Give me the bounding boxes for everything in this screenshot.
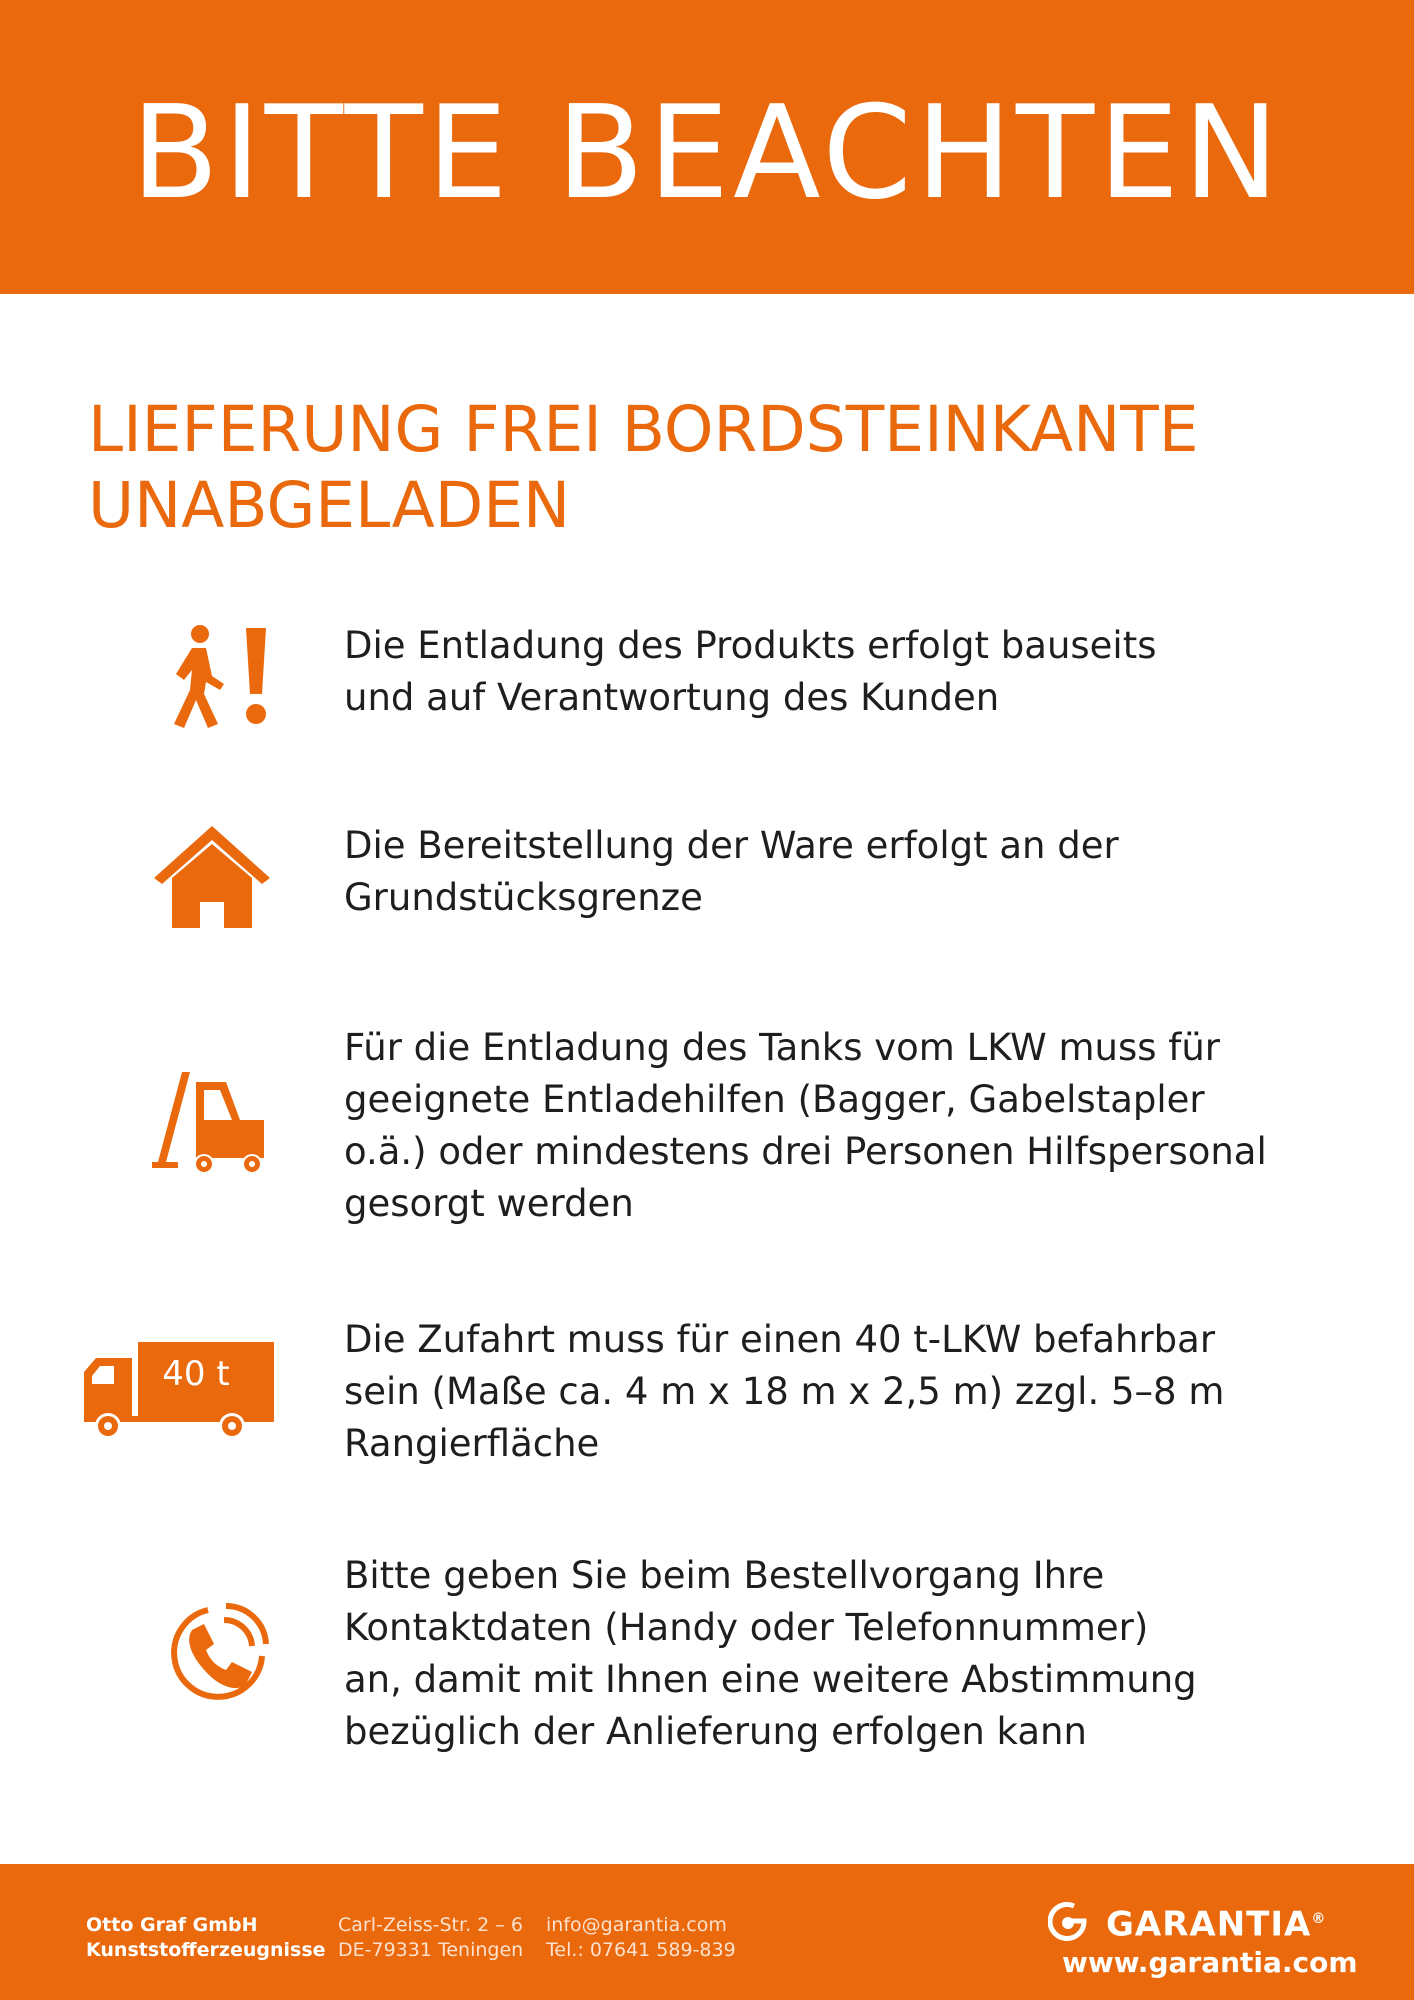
truck-load-label: 40 t [162, 1354, 230, 1394]
company-tagline: Kunststofferzeugnisse [86, 1939, 326, 1961]
note-line: geeignete Entladehilfen (Bagger, Gabelstapler [344, 1078, 1205, 1121]
footer-address [338, 1913, 523, 1963]
note-unloading-aids-text [344, 1022, 1364, 1230]
company-name: Otto Graf GmbH [86, 1914, 258, 1936]
note-line: Die Bereitstellung der Ware erfolgt an der [344, 824, 1119, 867]
delivery-heading-line-1: LIEFERUNG FREI BORDSTEINKANTE [88, 393, 1199, 466]
note-contact-details-text [344, 1550, 1364, 1758]
garantia-logo-icon [1048, 1901, 1088, 1941]
note-unloading-text [344, 620, 1364, 724]
note-line: Die Entladung des Produkts erfolgt bauseits [344, 624, 1157, 667]
note-line: Grundstücksgrenze [344, 876, 703, 919]
note-line: Die Zufahrt muss für einen 40 t-LKW befahrbar [344, 1318, 1216, 1361]
pedestrian-warning-icon [166, 624, 272, 728]
note-line: sein (Maße ca. 4 m x 18 m x 2,5 m) zzgl. 5–8 m [344, 1370, 1225, 1413]
note-line: o.ä.) oder mindestens drei Personen Hilfspersonal [344, 1130, 1267, 1173]
brand-name [1106, 1899, 1326, 1944]
note-line: Kontaktdaten (Handy oder Telefonnummer) [344, 1606, 1149, 1649]
header-banner [0, 0, 1414, 294]
note-line: Rangierfläche [344, 1422, 600, 1465]
footer-bar [0, 1864, 1414, 2000]
footer-contact [546, 1913, 736, 1963]
note-line: bezüglich der Anlieferung erfolgen kann [344, 1710, 1087, 1753]
note-line: an, damit mit Ihnen eine weitere Abstimmung [344, 1658, 1197, 1701]
footer-company [86, 1913, 326, 1963]
website-link[interactable]: www.garantia.com [1062, 1946, 1358, 1979]
delivery-heading-line-2: UNABGELADEN [88, 469, 571, 542]
note-access-road-text [344, 1314, 1364, 1470]
phone-icon [166, 1600, 272, 1706]
note-line: Für die Entladung des Tanks vom LKW muss für [344, 1026, 1220, 1069]
registered-mark: ® [1311, 1911, 1327, 1927]
brand-name-text: GARANTIA [1106, 1904, 1312, 1945]
garantia-logo [1048, 1899, 1328, 1945]
address-street: Carl-Zeiss-Str. 2 – 6 [338, 1914, 523, 1936]
page-title: BITTE BEACHTEN [131, 79, 1283, 228]
note-property-line-text [344, 820, 1364, 924]
truck-icon [84, 1342, 274, 1438]
forklift-icon [152, 1070, 272, 1174]
contact-phone[interactable]: Tel.: 07641 589-839 [546, 1939, 736, 1961]
note-line: gesorgt werden [344, 1182, 634, 1225]
contact-email[interactable]: info@garantia.com [546, 1914, 727, 1936]
house-icon [154, 824, 270, 928]
note-line: Bitte geben Sie beim Bestellvorgang Ihre [344, 1554, 1105, 1597]
address-city: DE-79331 Teningen [338, 1939, 524, 1961]
note-line: und auf Verantwortung des Kunden [344, 676, 1000, 719]
delivery-heading [88, 392, 1348, 544]
